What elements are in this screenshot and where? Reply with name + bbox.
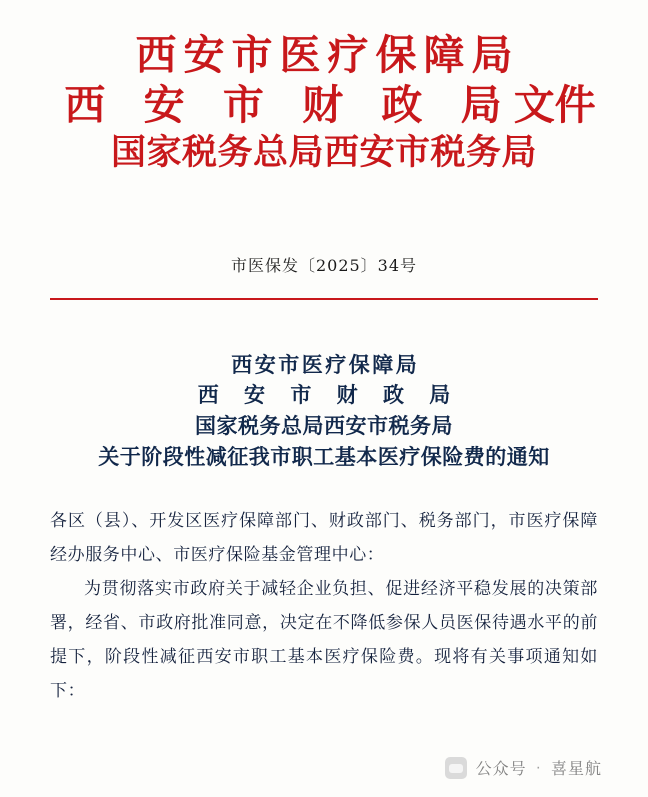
watermark-label: 公众号 [475,761,527,778]
red-divider-rule [50,298,598,300]
masthead-line-1: 西安市医疗保障局 [135,31,520,79]
wechat-logo-icon [445,757,467,779]
document-body [50,504,598,708]
document-number: 市医保发〔2025〕34号 [230,255,418,275]
title-line-2: 西 安 市 财 政 局 [197,382,460,408]
body-salutation: 各区（县）、开发区医疗保障部门、财政部门、税务部门，市医疗保障经办服务中心、市医疗保险基金管理中心： [50,511,598,566]
title-line-1: 西安市医疗保障局 [231,351,420,377]
document-title-block [50,350,598,473]
title-line-4: 关于阶段性减征我市职工基本医疗保险费的通知 [98,444,550,470]
body-paragraph-1: 为贯彻落实市政府关于减轻企业负担、促进经济平稳发展的决策部署，经省、市政府批准同意，决定在不降低参保人员医保待遇水平的前提下，阶段性减征西安市职工基本医疗保险费。现将有关事项通知如下： [50,579,598,702]
masthead [50,0,598,175]
title-line-3: 国家税务总局西安市税务局 [195,412,453,438]
watermark [445,756,602,779]
watermark-account-name: 喜星航 [550,761,602,778]
masthead-line-2-agency: 西 安 市 财 政 局 [64,81,514,130]
masthead-line-2 [50,80,598,130]
masthead-line-3: 国家税务总局西安市税务局 [110,132,537,174]
watermark-separator: · [535,758,542,776]
masthead-line-2-suffix: 文件 [513,81,596,130]
